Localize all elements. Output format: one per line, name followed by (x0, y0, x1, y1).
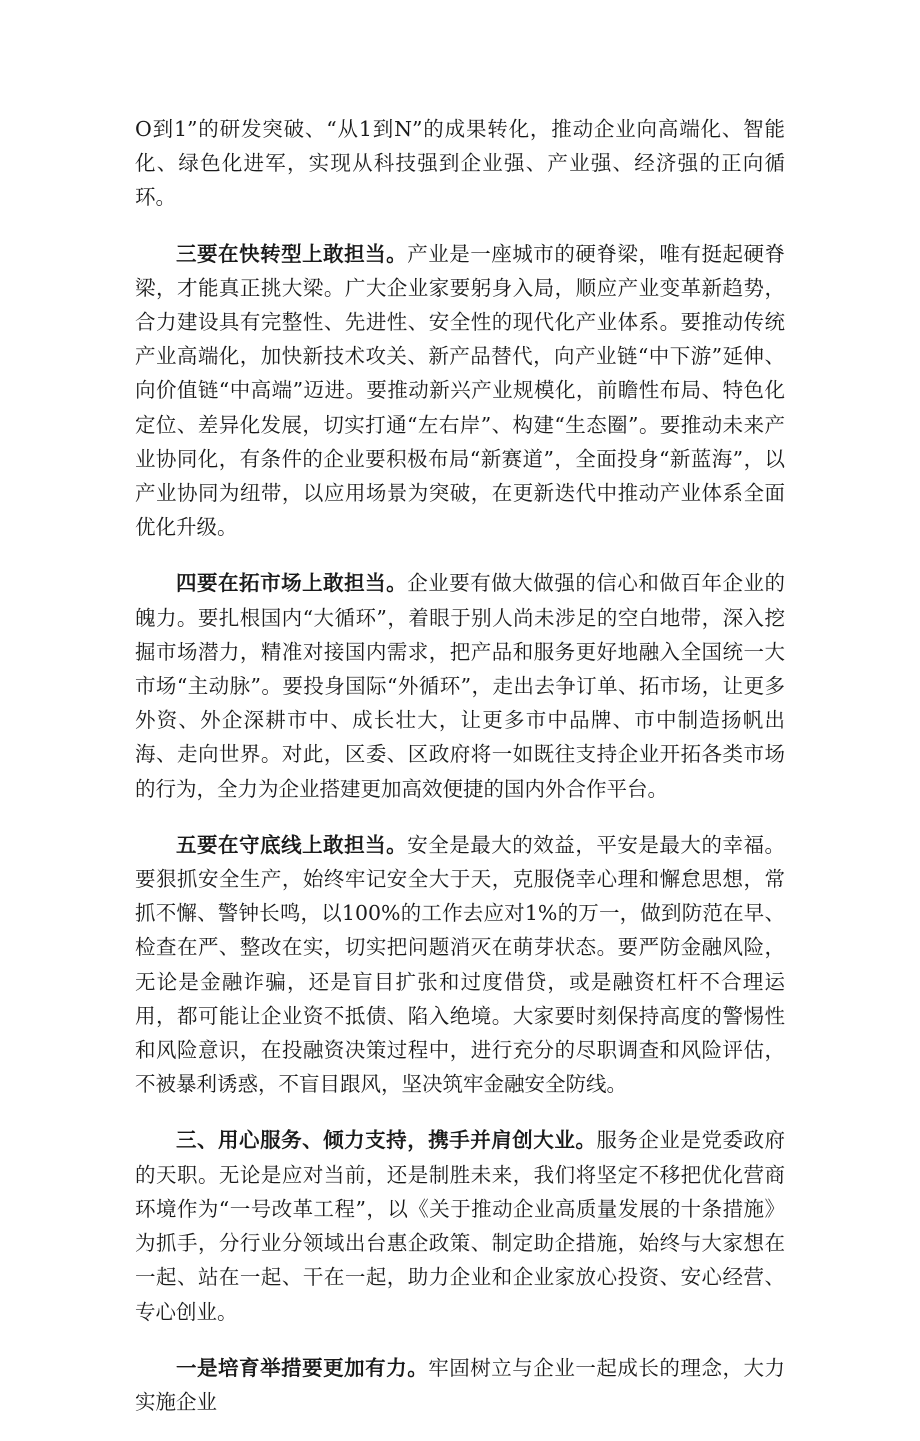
paragraph-heading: 三要在快转型上敢担当。 (176, 241, 408, 266)
paragraph-text: O到1”的研发突破、“从1到N”的成果转化，推动企业向高端化、智能化、绿色化进军，实现从科技强到企业强、产业强、经济强的正向循环。 (135, 117, 785, 210)
paragraph-text: 安全是最大的效益，平安是最大的幸福。要狠抓安全生产，始终牢记安全大于天，克服侥幸心理和懈怠思想，常抓不懈、警钟长鸣，以100%的工作去应对1%的万一，做到防范在早、检查在严、整改在实，切实把问题消灭在萌芽状态。要严防金融风险，无论是金融诈骗，还是盲目扩张和过度借贷，或是融资杠杆不合理运用，都可能让企业资不抵债、陷入绝境。大家要时刻保持高度的警惕性和风险意识，在投融资决策过程中，进行充分的尽职调查和风险评估，不被暴利诱惑，不盲目跟风，坚决筑牢金融安全防线。 (135, 832, 786, 1097)
document-page (135, 112, 785, 1441)
paragraph-market (135, 566, 785, 805)
paragraph-heading: 三、用心服务、倾力支持，携手并肩创大业。 (176, 1128, 597, 1153)
paragraph-transformation (135, 237, 785, 545)
paragraph-heading: 四要在拓市场上敢担当。 (176, 571, 408, 596)
paragraph-safety (135, 828, 785, 1102)
paragraph-text: 服务企业是党委政府的天职。无论是应对当前，还是制胜未来，我们将坚定不移把优化营商环境作为“一号改革工程”，以《关于推动企业高质量发展的十条措施》为抓手，分行业分领域出台惠企政策、制定助企措施，始终与大家想在一起、站在一起、干在一起，助力企业和企业家放心投资、安心经营、专心创业。 (135, 1128, 786, 1324)
paragraph-heading: 一是培育举措要更加有力。 (176, 1355, 429, 1380)
paragraph-continuation (135, 112, 785, 215)
paragraph-heading: 五要在守底线上敢担当。 (176, 832, 408, 857)
paragraph-service (135, 1123, 785, 1328)
paragraph-text: 牢固树立与企业一起成长的理念，大力实施企业 (135, 1355, 786, 1414)
paragraph-text: 企业要有做大做强的信心和做百年企业的魄力。要扎根国内“大循环”，着眼于别人尚未涉足的空白地带，深入挖掘市场潜力，精准对接国内需求，把产品和服务更好地融入全国统一大市场“主动脉”。要投身国际“外循环”，走出去争订单、拓市场，让更多外资、外企深耕市中、成长壮大，让更多市中品牌、市中制造扬帆出海、走向世界。对此，区委、区政府将一如既往支持企业开拓各类市场的行为，全力为企业搭建更加高效便捷的国内外合作平台。 (135, 571, 786, 801)
paragraph-cultivation (135, 1351, 785, 1419)
paragraph-text: 产业是一座城市的硬脊梁，唯有挺起硬脊梁，才能真正挑大梁。广大企业家要躬身入局，顺应产业变革新趋势，合力建设具有完整性、先进性、安全性的现代化产业体系。要推动传统产业高端化，加快新技术攻关、新产品替代，向产业链“中下游”延伸、向价值链“中高端”迈进。要推动新兴产业规模化，前瞻性布局、特色化定位、差异化发展，切实打通“左右岸”、构建“生态圈”。要推动未来产业协同化，有条件的企业要积极布局“新赛道”，全面投身“新蓝海”，以产业协同为纽带，以应用场景为突破，在更新迭代中推动产业体系全面优化升级。 (135, 241, 786, 540)
